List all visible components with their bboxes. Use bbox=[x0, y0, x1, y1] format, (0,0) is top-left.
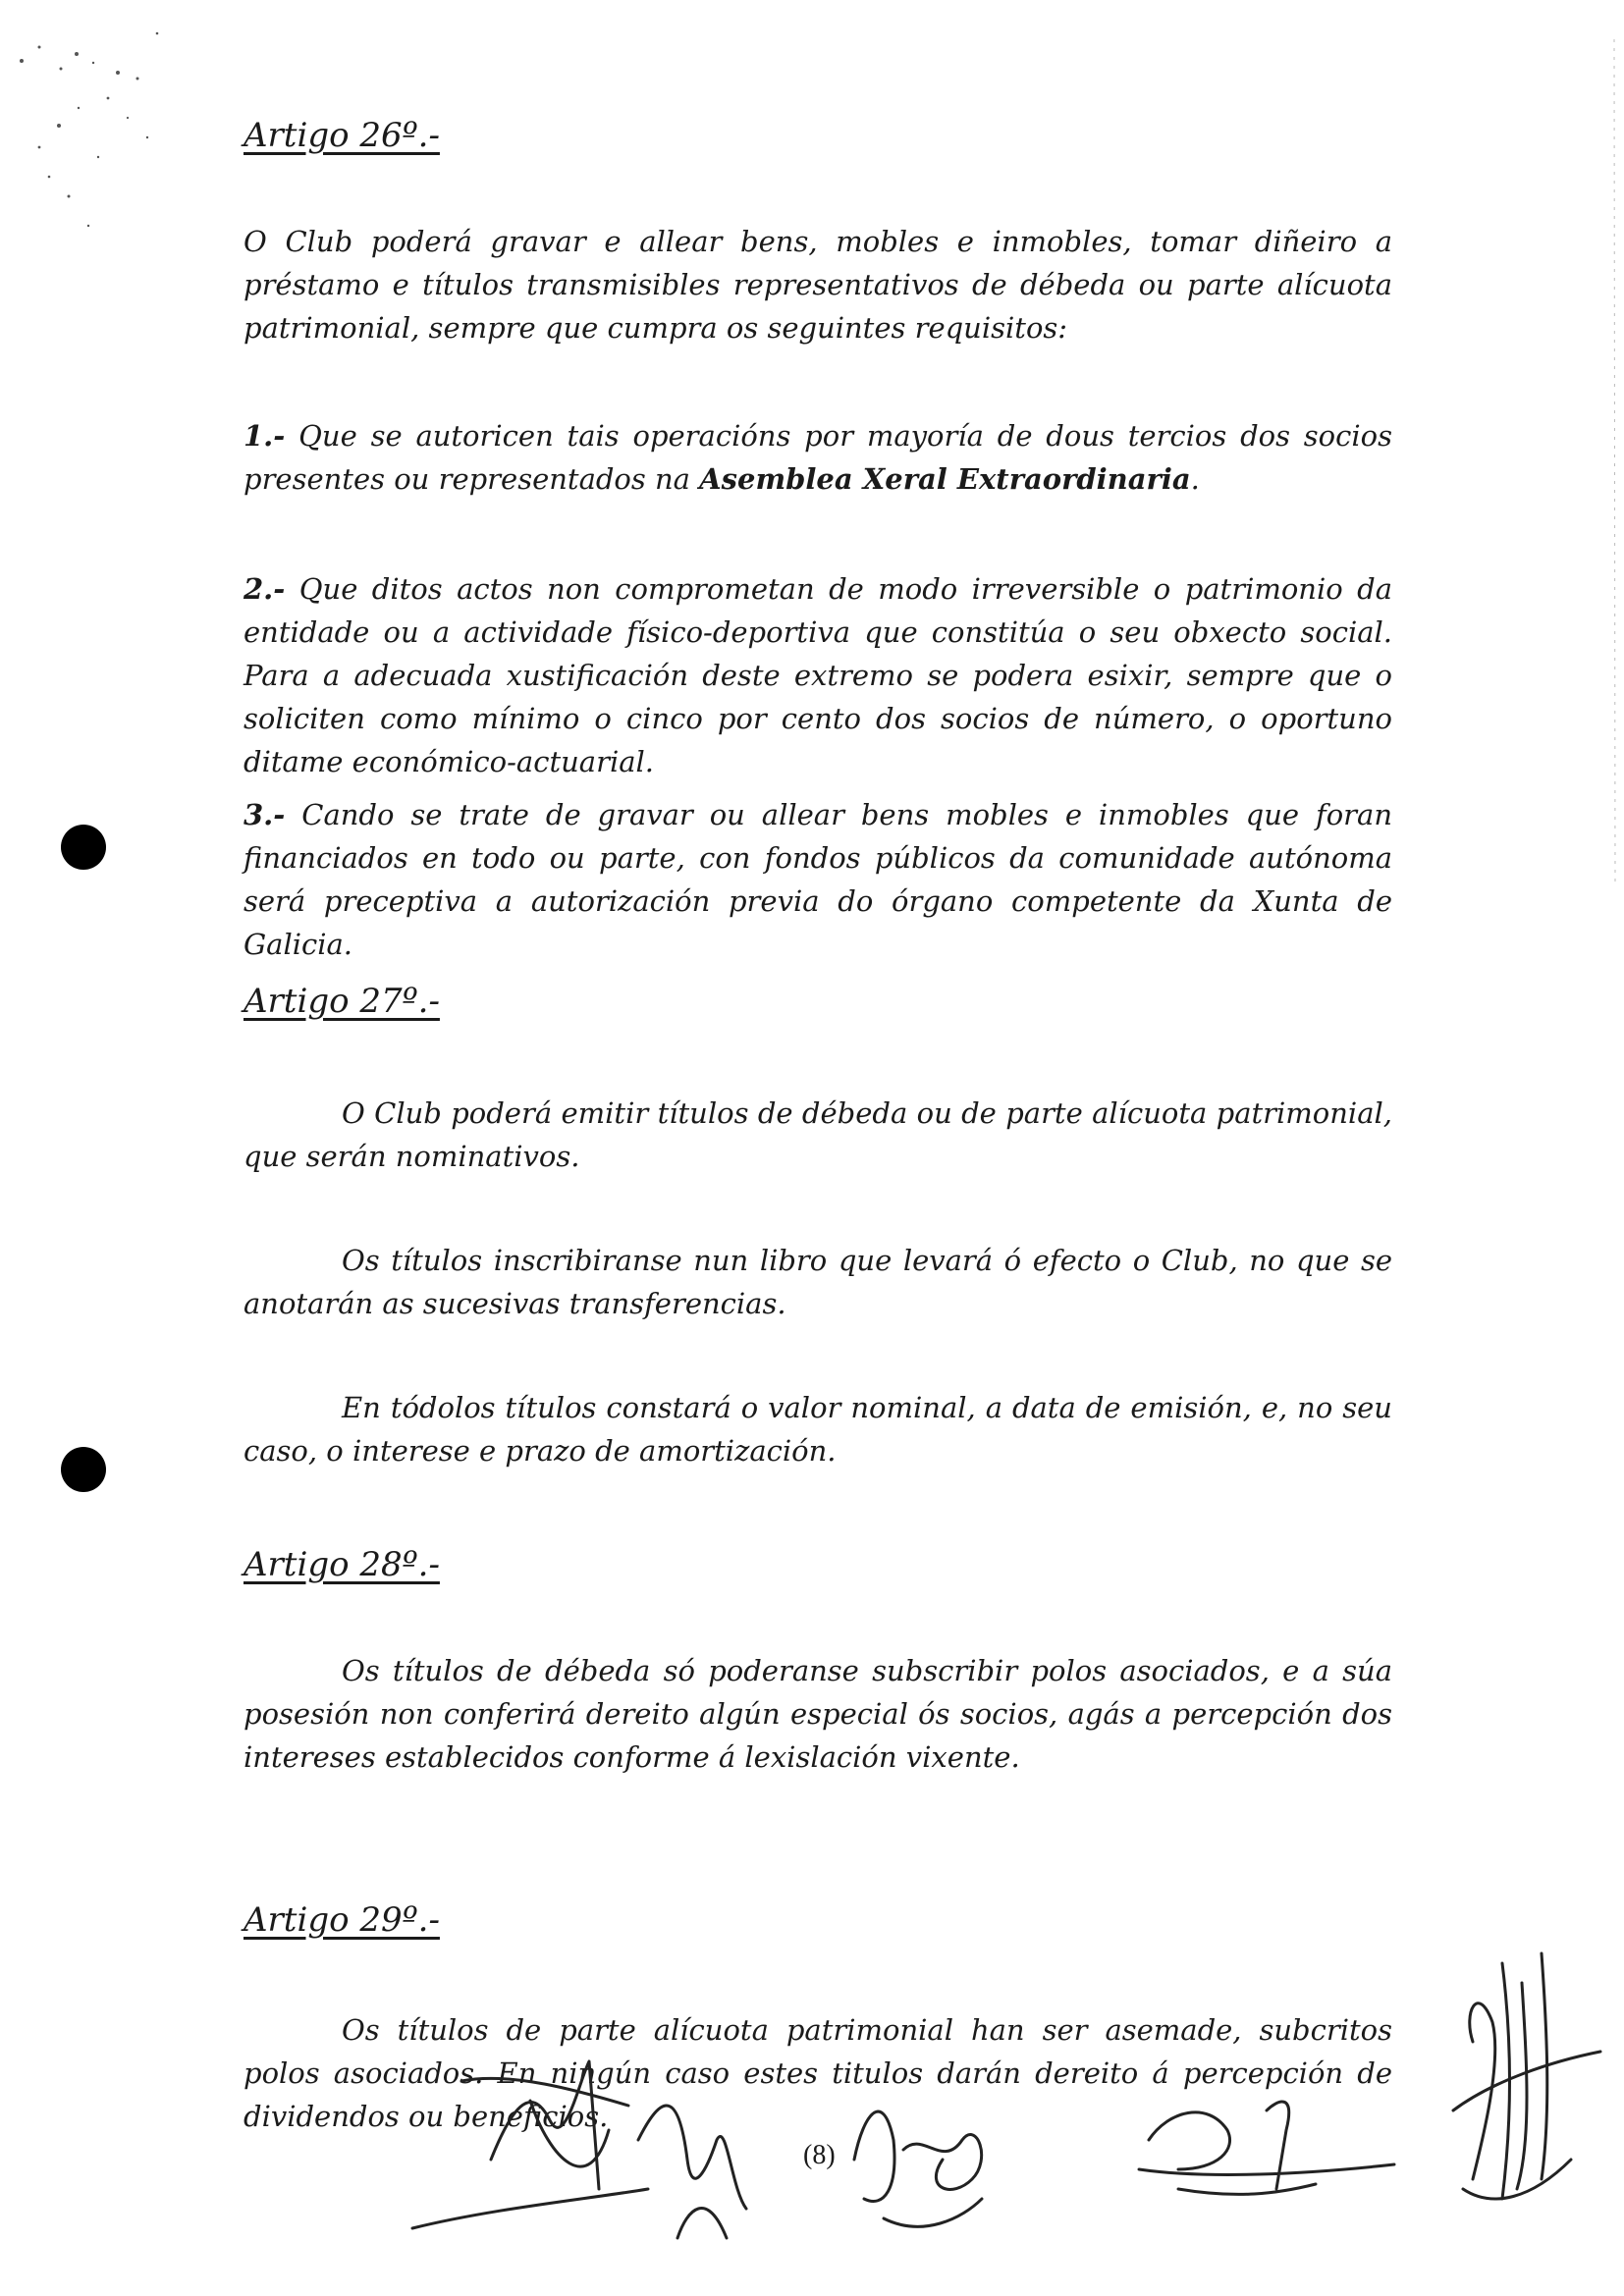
article-26-item-2 bbox=[244, 567, 1392, 783]
article-29-paragraph-1: Os títulos de parte alícuota patrimonial han ser asemade, subcritos polos asociados. En ningún caso estes titulos darán dereito á percepción de dividendos ou beneficios. bbox=[244, 2013, 1392, 2133]
page-number: (8) bbox=[803, 2140, 836, 2170]
article-28-paragraph-1: Os títulos de débeda só poderanse subscribir polos asociados, e a súa posesión non conferirá dereito algún especial ós socios, agás a percepción dos intereses establecidos conforme á lexislación vixente. bbox=[244, 1654, 1392, 1774]
item-1-bold-text: Asemblea Xeral Extraordinaria bbox=[699, 462, 1191, 496]
scan-edge bbox=[1608, 0, 1624, 2296]
article-27-paragraph-3: En tódolos títulos constará o valor nominal, a data de emisión, e, no seu caso, o interese e prazo de amortización. bbox=[244, 1391, 1392, 1468]
article-26-intro bbox=[244, 220, 1392, 349]
article-28-heading: Artigo 28º.- bbox=[244, 1545, 440, 1584]
article-27-heading: Artigo 27º.- bbox=[244, 982, 440, 1021]
item-3-number: 3.- bbox=[244, 798, 286, 831]
item-1-text: Que se autoricen tais operacións por mayoría de dous tercios dos socios presentes ou representados na bbox=[244, 419, 1393, 496]
punch-hole-top bbox=[61, 825, 106, 870]
punch-hole-bottom bbox=[61, 1447, 106, 1492]
article-26-item-3 bbox=[244, 793, 1392, 966]
article-26-intro-text: O Club poderá gravar e allear bens, mobles e inmobles, tomar diñeiro a préstamo e títulos transmisibles representativos de débeda ou parte alícuota patrimonial, sempre que cumpra os seguintes requisitos: bbox=[244, 225, 1392, 345]
article-27-paragraph-1: O Club poderá emitir títulos de débeda ou de parte alícuota patrimonial, que serán nominativos. bbox=[244, 1096, 1392, 1173]
item-1-end: . bbox=[1190, 462, 1200, 496]
item-3-text: Cando se trate de gravar ou allear bens mobles e inmobles que foran financiados en todo ou parte, con fondos públicos da comunidade autónoma será preceptiva a autorización previa do órgano competente da Xunta de Galicia. bbox=[244, 798, 1393, 961]
article-29-heading: Artigo 29º.- bbox=[244, 1900, 440, 1940]
item-1-number: 1.- bbox=[244, 419, 286, 453]
article-26-item-1 bbox=[244, 414, 1392, 501]
signature-4 bbox=[1453, 1953, 1600, 2199]
item-2-text: Que ditos actos non comprometan de modo irreversible o patrimonio da entidade ou a actividade físico-deportiva que constitúa o seu obxecto social. Para a adecuada xustificación deste extremo se podera esixir, sempre que o soliciten como mínimo o cinco por cento dos socios de número, o oportuno ditame económico-actuarial. bbox=[244, 572, 1393, 778]
item-2-number: 2.- bbox=[244, 572, 286, 606]
article-26-heading: Artigo 26º.- bbox=[244, 116, 440, 155]
article-27-paragraph-2: Os títulos inscribiranse nun libro que levará ó efecto o Club, no que se anotarán as sucesivas transferencias. bbox=[244, 1244, 1392, 1320]
scan-speckles bbox=[0, 0, 196, 255]
